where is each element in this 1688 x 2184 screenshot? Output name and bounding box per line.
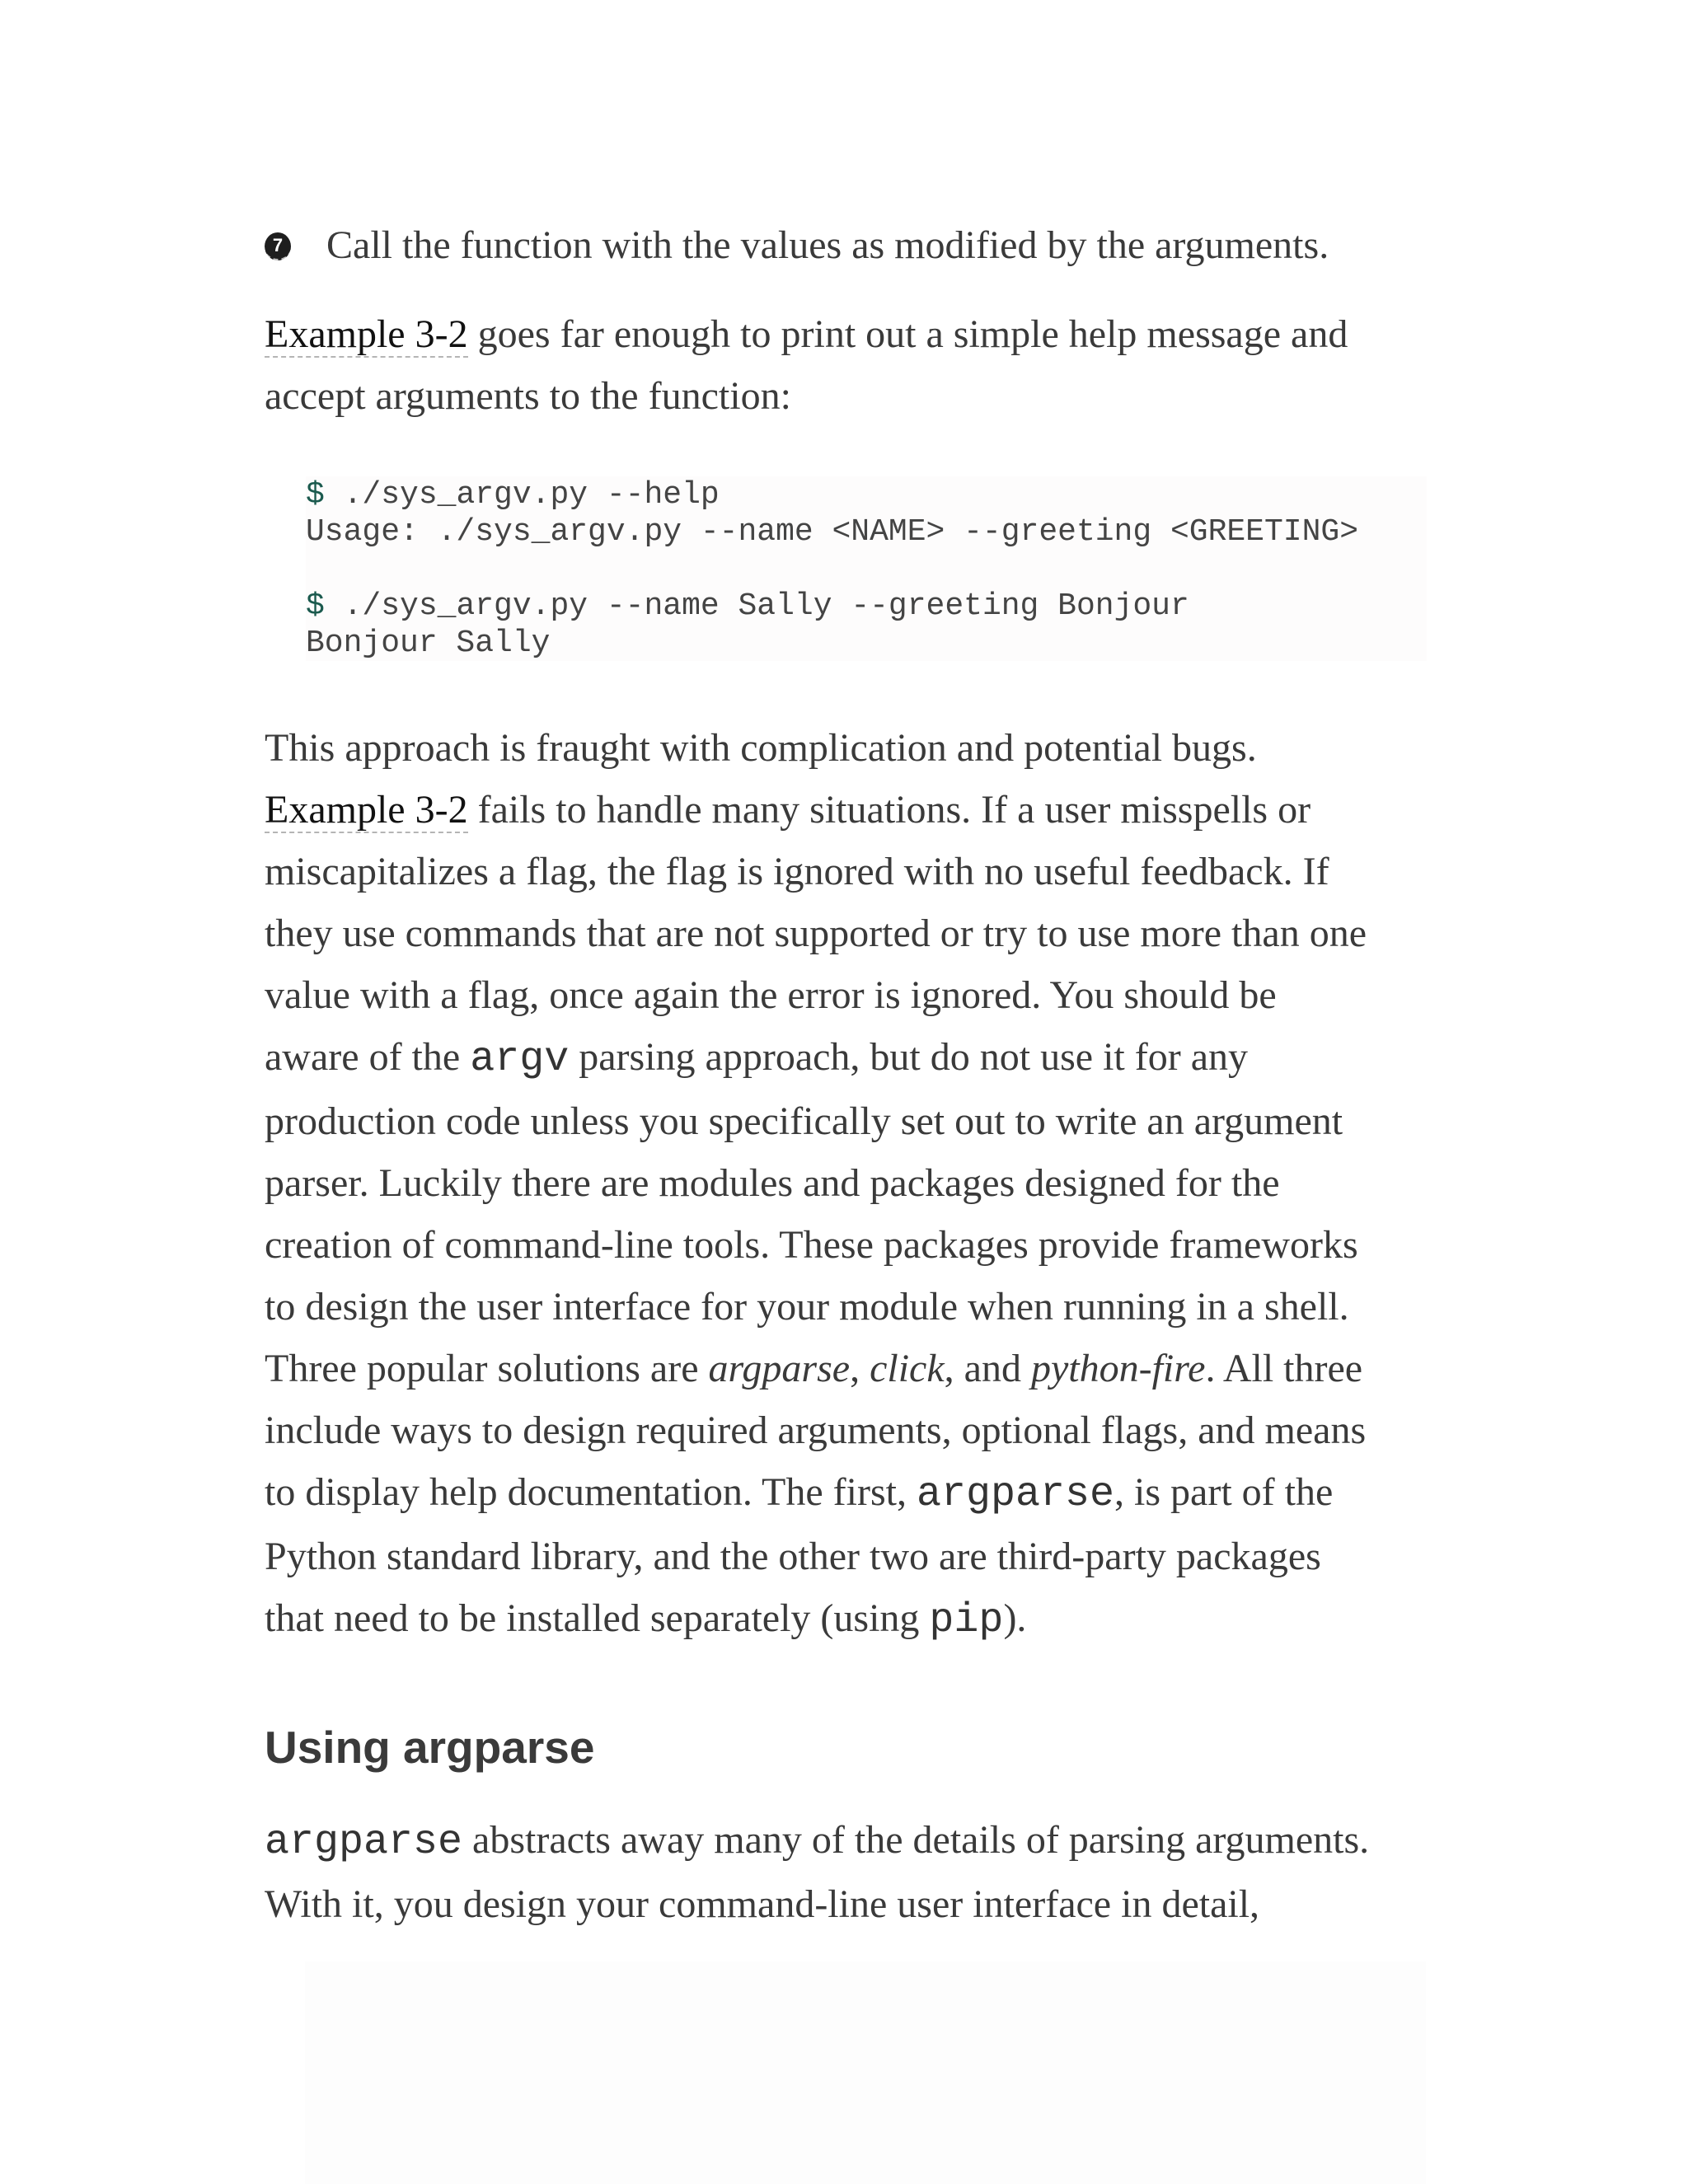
para2-line: to display help documentation. The first, bbox=[265, 1470, 917, 1514]
code-line-3 bbox=[306, 588, 1189, 625]
code-command: ./sys_argv.py --name Sally --greeting Bonjour bbox=[324, 588, 1189, 624]
para2-line: to design the user interface for your module when running in a shell. bbox=[265, 1285, 1349, 1329]
para2-line: Python standard library, and the other two are third-party packages bbox=[265, 1535, 1321, 1578]
inline-code-argparse: argparse bbox=[265, 1819, 463, 1866]
para2-separator: , and bbox=[944, 1347, 1031, 1390]
code-command: ./sys_argv.py --help bbox=[324, 477, 720, 513]
para2-line: production code unless you specifically set out to write an argument bbox=[265, 1099, 1343, 1143]
para2-line: that need to be installed separately (using bbox=[265, 1596, 930, 1640]
inline-code-argparse: argparse bbox=[916, 1471, 1115, 1518]
section-paragraph bbox=[265, 1809, 1427, 1935]
para2-separator: , bbox=[850, 1347, 870, 1390]
example-3-2-link[interactable]: Example 3-2 bbox=[265, 788, 468, 832]
para2-line: ). bbox=[1003, 1596, 1027, 1640]
para2-line: . All three bbox=[1205, 1347, 1363, 1390]
para2-line: , is part of the bbox=[1114, 1470, 1334, 1514]
para2-line: This approach is fraught with complication and potential bugs. bbox=[265, 726, 1257, 770]
example-3-2-link[interactable]: Example 3-2 bbox=[265, 312, 468, 356]
shell-prompt: $ bbox=[306, 588, 325, 624]
para2-line: parser. Luckily there are modules and packages designed for the bbox=[265, 1161, 1280, 1205]
para2-line: include ways to design required arguments, optional flags, and means bbox=[265, 1408, 1367, 1452]
emphasis-argparse: argparse bbox=[708, 1347, 851, 1390]
inline-code-pip: pip bbox=[929, 1597, 1004, 1644]
para3-line: With it, you design your command-line user interface in detail, bbox=[265, 1882, 1260, 1926]
para2-line: aware of the bbox=[265, 1035, 471, 1079]
callout-number-icon[interactable]: 7 bbox=[265, 232, 291, 260]
para2-line: creation of command-line tools. These packages provide frameworks bbox=[265, 1223, 1358, 1267]
emphasis-click: click bbox=[870, 1347, 945, 1390]
para2-line: they use commands that are not supported or try to use more than one bbox=[265, 912, 1367, 955]
para3-line: abstracts away many of the details of parsing arguments. bbox=[462, 1818, 1370, 1862]
para1-text-1: goes far enough to print out a simple help message and bbox=[467, 312, 1348, 356]
emphasis-python-fire: python-fire bbox=[1030, 1347, 1206, 1390]
page-bottom-area bbox=[305, 1961, 1426, 2184]
body-paragraph bbox=[265, 717, 1427, 1652]
para2-line: fails to handle many situations. If a user misspells or bbox=[467, 788, 1311, 832]
intro-paragraph bbox=[265, 303, 1427, 427]
shell-prompt: $ bbox=[306, 477, 325, 513]
para2-line: miscapitalizes a flag, the flag is ignored with no useful feedback. If bbox=[265, 850, 1329, 893]
para2-line: parsing approach, but do not use it for any bbox=[569, 1035, 1249, 1079]
callout-text: Call the function with the values as modified by the arguments. bbox=[326, 223, 1329, 267]
inline-code-argv: argv bbox=[470, 1036, 570, 1083]
code-line-4: Bonjour Sally bbox=[306, 626, 551, 661]
code-block bbox=[306, 476, 1427, 661]
code-line-1 bbox=[306, 476, 720, 513]
para1-text-2: accept arguments to the function: bbox=[265, 374, 791, 418]
para2-line: value with a flag, once again the error is ignored. You should be bbox=[265, 973, 1277, 1017]
section-heading: Using argparse bbox=[265, 1722, 595, 1773]
para2-line: Three popular solutions are bbox=[265, 1347, 709, 1390]
code-line-2: Usage: ./sys_argv.py --name <NAME> --greeting <GREETING> bbox=[306, 514, 1359, 550]
